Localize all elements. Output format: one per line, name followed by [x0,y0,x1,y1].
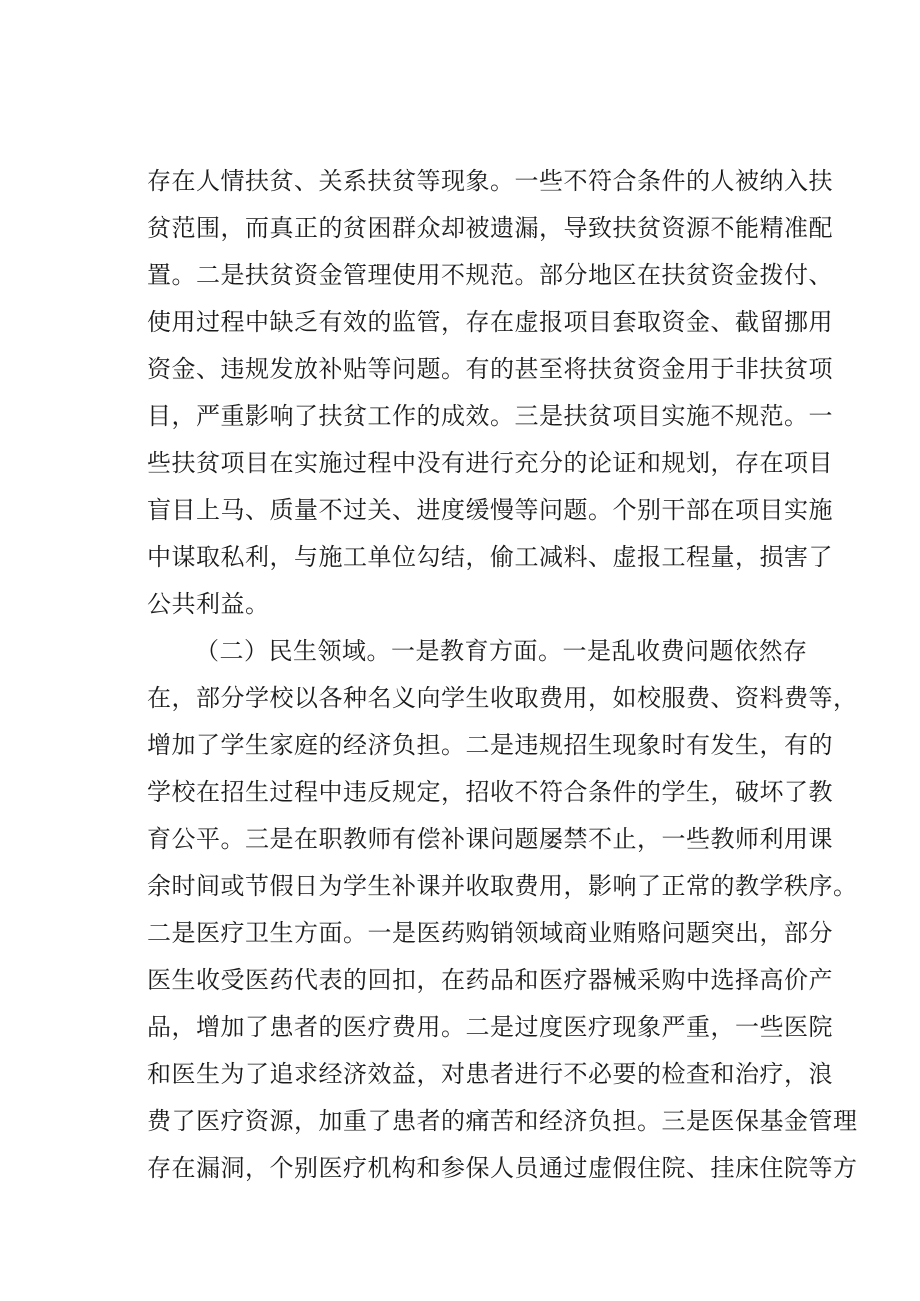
text-line: 资金、违规发放补贴等问题。有的甚至将扶贫资金用于非扶贫项 [147,355,833,383]
text-line: 存在人情扶贫、关系扶贫等现象。一些不符合条件的人被纳入扶 [147,167,833,195]
text-line: 在，部分学校以各种名义向学生收取费用，如校服费、资料费等， [147,684,858,712]
text-line: 目，严重影响了扶贫工作的成效。三是扶贫项目实施不规范。一 [147,402,833,430]
text-line: 置。二是扶贫资金管理使用不规范。部分地区在扶贫资金拨付、 [147,261,833,289]
text-line: 育公平。三是在职教师有偿补课问题屡禁不止，一些教师利用课 [147,825,833,853]
text-line: 存在漏洞，个别医疗机构和参保人员通过虚假住院、挂床住院等方 [147,1154,858,1182]
text-line: 品，增加了患者的医疗费用。二是过度医疗现象严重，一些医院 [147,1013,833,1041]
text-line: 公共利益。 [147,590,270,618]
text-line: 中谋取私利，与施工单位勾结，偷工减料、虚报工程量，损害了 [147,543,833,571]
text-line: 贫范围，而真正的贫困群众却被遗漏，导致扶贫资源不能精准配 [147,214,833,242]
text-line: 学校在招生过程中违反规定，招收不符合条件的学生，破坏了教 [147,778,833,806]
text-line: 费了医疗资源，加重了患者的痛苦和经济负担。三是医保基金管理 [147,1107,858,1135]
body-text [147,158,858,1192]
text-line: 二是医疗卫生方面。一是医药购销领域商业贿赂问题突出，部分 [147,919,833,947]
text-line: 些扶贫项目在实施过程中没有进行充分的论证和规划，存在项目 [147,449,833,477]
text-line: 和医生为了追求经济效益，对患者进行不必要的检查和治疗，浪 [147,1060,833,1088]
section-heading-line: （二）民生领域。一是教育方面。一是乱收费问题依然存 [195,637,808,665]
text-line: 医生收受医药代表的回扣，在药品和医疗器械采购中选择高价产 [147,966,833,994]
text-line: 余时间或节假日为学生补课并收取费用，影响了正常的教学秩序。 [147,872,858,900]
text-line: 增加了学生家庭的经济负担。二是违规招生现象时有发生，有的 [147,731,833,759]
text-line: 使用过程中缺乏有效的监管，存在虚报项目套取资金、截留挪用 [147,308,833,336]
text-line: 盲目上马、质量不过关、进度缓慢等问题。个别干部在项目实施 [147,496,833,524]
